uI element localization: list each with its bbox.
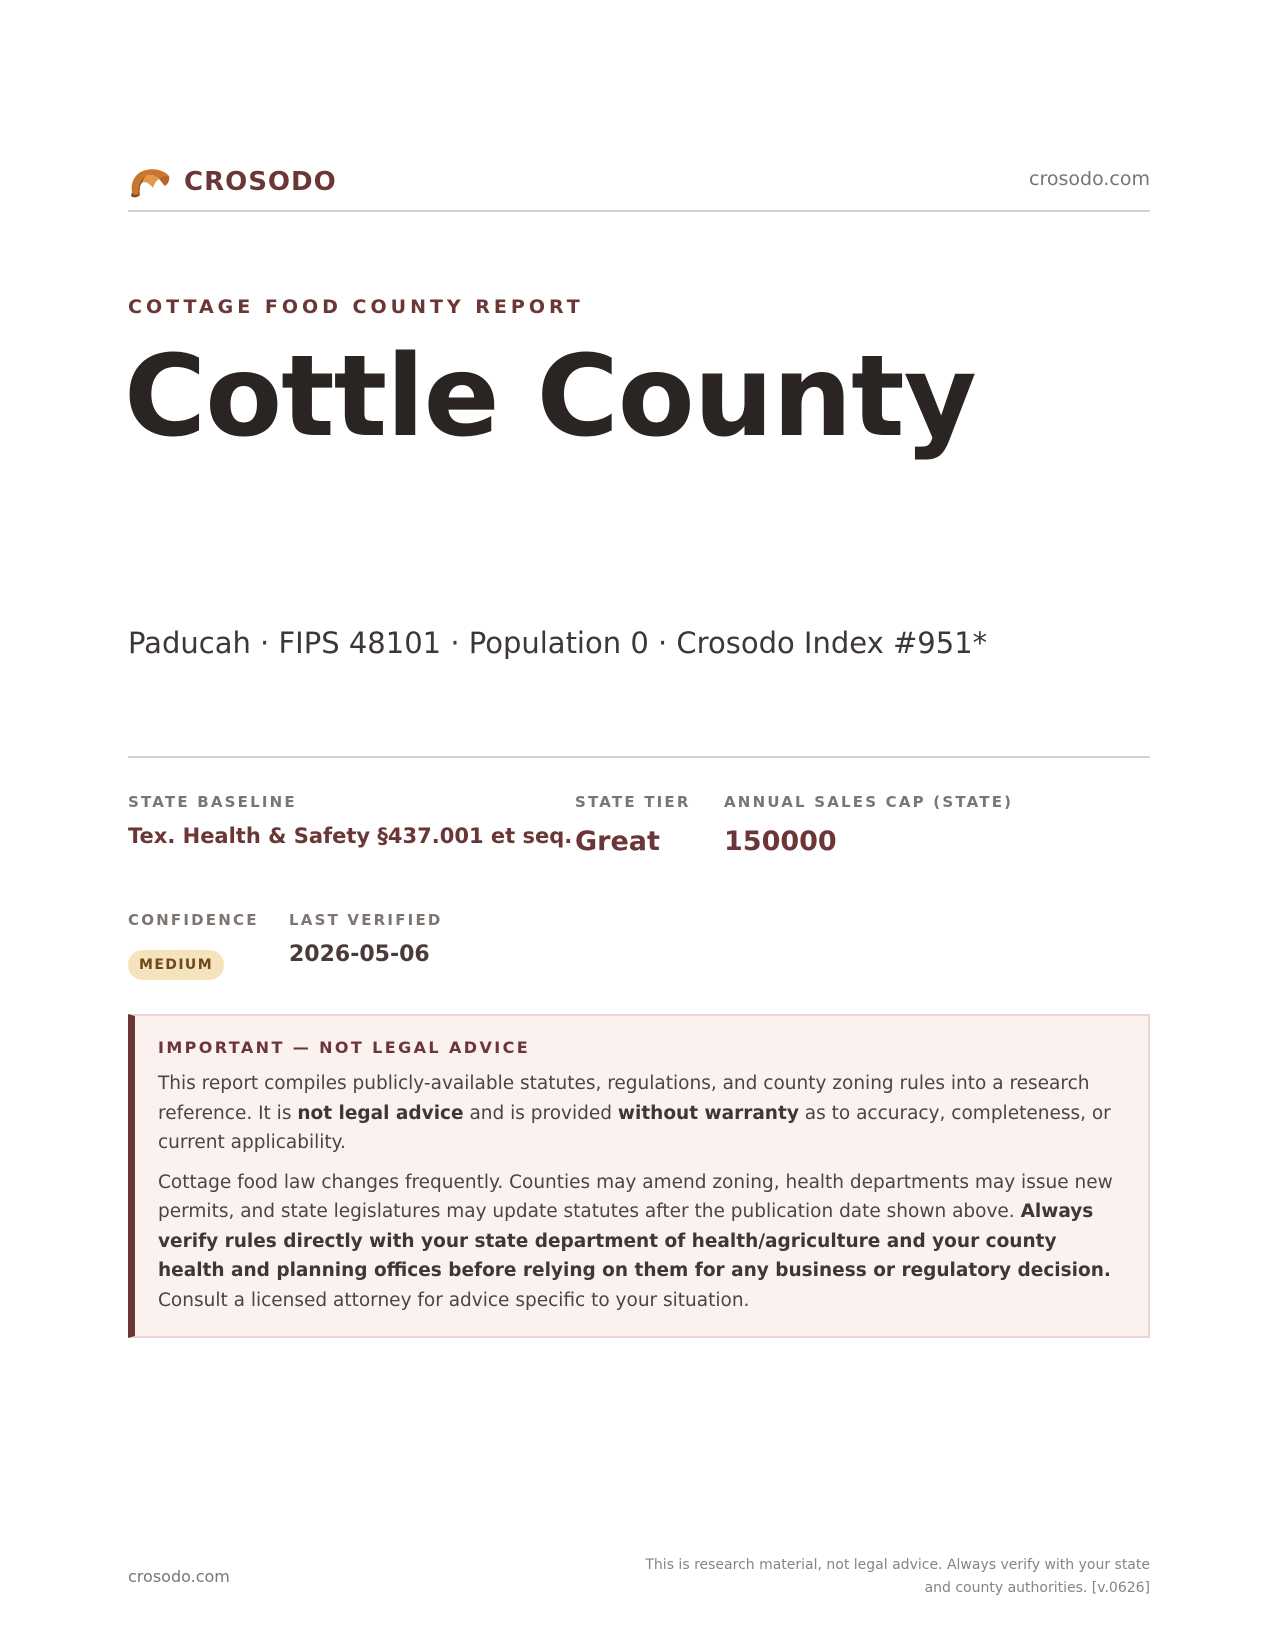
last-verified-label: LAST VERIFIED xyxy=(289,911,443,929)
notice-paragraph-2 xyxy=(158,1168,1122,1316)
brand[interactable] xyxy=(128,162,337,202)
notice-text: Cottage food law changes frequently. Counties may amend zoning, health departments may issue new permits, and state legislatures may update statutes after the publication date shown above. xyxy=(158,1171,1113,1222)
notice-emphasis: not legal advice xyxy=(297,1102,464,1124)
notice-text: This report compiles publicly-available statutes, regulations, and county zoning rules into a research reference. It is xyxy=(158,1073,1090,1124)
sales-cap-label: ANNUAL SALES CAP (STATE) xyxy=(724,793,1014,811)
report-kicker: COTTAGE FOOD COUNTY REPORT xyxy=(128,296,584,318)
site-url-link[interactable]: crosodo.com xyxy=(1029,168,1150,190)
legal-notice xyxy=(128,1014,1150,1338)
footer-site-url[interactable]: crosodo.com xyxy=(128,1567,230,1586)
page-header xyxy=(128,158,1150,210)
notice-paragraph-1 xyxy=(158,1069,1122,1158)
confidence-badge: MEDIUM xyxy=(128,950,224,980)
confidence-label: CONFIDENCE xyxy=(128,911,259,929)
county-subtitle: Paducah · FIPS 48101 · Population 0 · Crosodo Index #951* xyxy=(128,626,988,660)
page-title: Cottle County xyxy=(124,332,976,462)
notice-text: and is provided xyxy=(463,1102,618,1124)
sales-cap-value: 150000 xyxy=(724,826,837,857)
footer-disclaimer: This is research material, not legal advice. Always verify with your state and county authorities. [v.0626] xyxy=(645,1557,1150,1596)
notice-text: as to accuracy, completeness, or current applicability. xyxy=(158,1102,1111,1153)
croissant-icon xyxy=(128,162,172,202)
notice-emphasis: Always verify rules directly with your state department of health/agriculture and your county health and planning offices before relying on them for any business or regulatory decision. xyxy=(158,1201,1111,1281)
notice-text: Consult a licensed attorney for advice specific to your situation. xyxy=(158,1289,750,1311)
brand-name: CROSODO xyxy=(184,167,337,197)
state-tier-value: Great xyxy=(575,826,660,857)
state-baseline-label: STATE BASELINE xyxy=(128,793,297,811)
state-tier-label: STATE TIER xyxy=(575,793,691,811)
section-divider xyxy=(128,756,1150,758)
report-page xyxy=(124,0,1150,1650)
notice-emphasis: without warranty xyxy=(617,1102,799,1124)
last-verified-value: 2026-05-06 xyxy=(289,942,430,967)
header-divider xyxy=(128,210,1150,212)
notice-title: IMPORTANT — NOT LEGAL ADVICE xyxy=(158,1038,531,1057)
state-baseline-value: Tex. Health & Safety §437.001 et seq. xyxy=(128,824,573,848)
